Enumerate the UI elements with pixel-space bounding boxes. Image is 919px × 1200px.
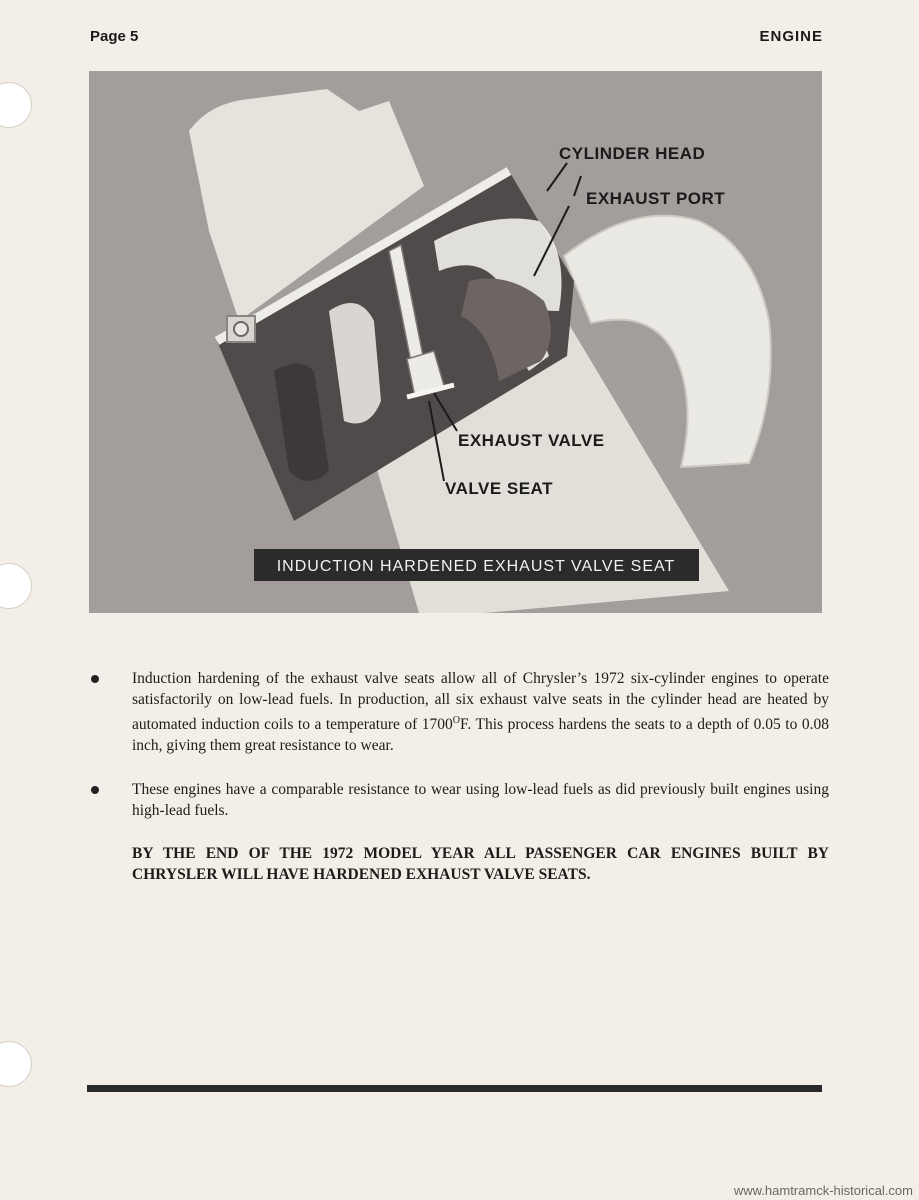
label-cylinder-head: CYLINDER HEAD (559, 144, 706, 163)
section-title: ENGINE (759, 28, 823, 45)
binder-hole-bottom (0, 1041, 32, 1087)
label-valve-seat: VALVE SEAT (445, 479, 553, 498)
label-exhaust-valve: EXHAUST VALVE (458, 431, 605, 450)
closing-statement: BY THE END OF THE 1972 MODEL YEAR ALL PASSENGER CAR ENGINES BUILT BY CHRYSLER WILL HAVE HARDENED EXHAUST VALVE SEATS. (132, 845, 829, 883)
bullet-marker-2 (91, 786, 99, 794)
bullet-paragraph-1: Induction hardening of the exhaust valve seats allow all of Chrysler’s 1972 six-cylinder engines to operate satisfactorily on low-lead fuels. In production, all six exhaust valve seats in the cylinder head are heated by automated induction coils to a temperature of $1700^OF$. This process hardens the seats to a depth of 0.05 to 0.08 inch, giving them great resistance to wear. (132, 670, 829, 755)
page-number: Page 5 (90, 28, 139, 45)
watermark: www.hamtramck-historical.com (733, 1183, 913, 1198)
binder-hole-top (0, 82, 32, 128)
label-exhaust-port: EXHAUST PORT (586, 189, 726, 208)
footer-rule (87, 1085, 822, 1092)
figure-caption: INDUCTION HARDENED EXHAUST VALVE SEAT (276, 558, 676, 575)
engine-cutaway-figure (89, 71, 822, 613)
bullet-paragraph-2: These engines have a comparable resistance to wear using low-lead fuels as did previously built engines using high-lead fuels. (132, 781, 829, 819)
bullet-marker-1 (91, 675, 99, 683)
binder-hole-middle (0, 563, 32, 609)
